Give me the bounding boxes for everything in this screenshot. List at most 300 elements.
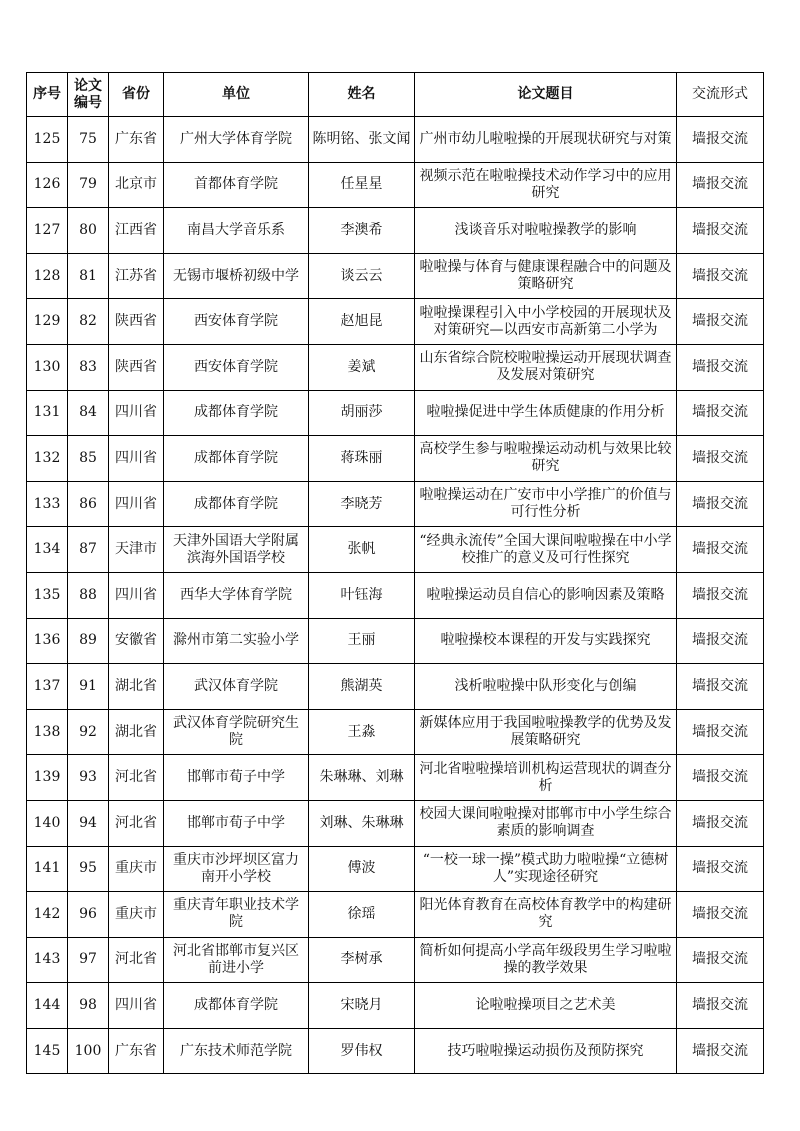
cell-title	[415, 755, 677, 801]
cell-unit-text: 成都体育学院	[194, 449, 278, 466]
cell-seq	[27, 1028, 68, 1074]
cell-name	[309, 983, 415, 1029]
cell-name-text: 朱琳琳、刘琳	[319, 769, 404, 786]
cell-unit	[164, 800, 309, 846]
cell-title-text: 啦啦操运动在广安市中小学推广的价值与可行性分析	[419, 487, 672, 521]
cell-paper-no-text: 94	[79, 814, 97, 831]
cell-form-text: 墙报交流	[692, 1042, 748, 1059]
table-body	[27, 117, 764, 1074]
cell-unit	[164, 527, 309, 573]
cell-seq-text: 145	[33, 1042, 61, 1059]
cell-form-text: 墙报交流	[692, 495, 748, 512]
table-row	[27, 618, 764, 664]
cell-form	[677, 755, 764, 801]
cell-name	[309, 572, 415, 618]
cell-seq-text: 142	[33, 905, 61, 922]
cell-form	[677, 481, 764, 527]
cell-title	[415, 800, 677, 846]
table-row	[27, 436, 764, 482]
cell-seq-text: 126	[33, 176, 61, 193]
cell-form-text: 墙报交流	[692, 221, 748, 238]
cell-name-text: 陈明铭、张文闻	[312, 130, 411, 147]
cell-province-text: 广东省	[115, 1042, 157, 1059]
cell-province	[109, 1028, 164, 1074]
cell-form	[677, 1028, 764, 1074]
cell-title	[415, 117, 677, 163]
cell-unit	[164, 892, 309, 938]
cell-seq	[27, 800, 68, 846]
cell-title-text: 视频示范在啦啦操技术动作学习中的应用研究	[419, 167, 672, 201]
cell-name	[309, 664, 415, 710]
table-row	[27, 344, 764, 390]
cell-province	[109, 709, 164, 755]
cell-name	[309, 709, 415, 755]
cell-name	[309, 527, 415, 573]
header-province: 省份	[109, 73, 164, 117]
cell-form	[677, 664, 764, 710]
cell-seq-text: 129	[33, 313, 61, 330]
table-row	[27, 937, 764, 983]
cell-form	[677, 344, 764, 390]
cell-seq	[27, 481, 68, 527]
cell-name-text: 熊湖英	[340, 677, 383, 694]
cell-unit	[164, 344, 309, 390]
cell-paper-no-text: 82	[79, 313, 97, 330]
cell-title-text: 啦啦操促进中学生体质健康的作用分析	[426, 404, 665, 421]
table-row	[27, 572, 764, 618]
cell-province-text: 四川省	[115, 495, 157, 512]
cell-unit	[164, 937, 309, 983]
cell-unit-text: 邯郸市荀子中学	[187, 814, 285, 831]
cell-title	[415, 253, 677, 299]
cell-unit	[164, 755, 309, 801]
cell-seq-text: 127	[33, 221, 61, 238]
cell-title	[415, 618, 677, 664]
cell-unit-text: 重庆青年职业技术学院	[173, 897, 299, 931]
cell-seq-text: 132	[33, 449, 61, 466]
table-row	[27, 162, 764, 208]
cell-seq	[27, 344, 68, 390]
cell-paper-no-text: 98	[79, 997, 97, 1014]
cell-province-text: 陕西省	[115, 358, 157, 375]
cell-form	[677, 937, 764, 983]
cell-title	[415, 664, 677, 710]
cell-paper-no-text: 84	[79, 404, 97, 421]
table-row	[27, 390, 764, 436]
cell-paper-no	[68, 983, 109, 1029]
table-row	[27, 892, 764, 938]
cell-paper-no-text: 81	[79, 267, 97, 284]
cell-form-text: 墙报交流	[692, 860, 748, 877]
cell-form-text: 墙报交流	[692, 951, 748, 968]
cell-title-text: 啦啦操运动员自信心的影响因素及策略	[426, 586, 665, 603]
cell-unit	[164, 208, 309, 254]
cell-unit	[164, 162, 309, 208]
cell-title-text: 河北省啦啦操培训机构运营现状的调查分析	[419, 760, 672, 794]
cell-title	[415, 1028, 677, 1074]
cell-paper-no	[68, 299, 109, 345]
cell-paper-no	[68, 162, 109, 208]
cell-paper-no	[68, 1028, 109, 1074]
cell-name	[309, 892, 415, 938]
cell-name-text: 刘琳、朱琳琳	[319, 814, 404, 831]
cell-unit	[164, 253, 309, 299]
cell-form	[677, 572, 764, 618]
cell-paper-no	[68, 344, 109, 390]
cell-name	[309, 618, 415, 664]
cell-province	[109, 755, 164, 801]
cell-title-text: 校园大课间啦啦操对邯郸市中小学生综合素质的影响调查	[419, 806, 672, 840]
cell-name-text: 任星星	[340, 176, 383, 193]
cell-paper-no-text: 92	[79, 723, 97, 740]
cell-paper-no-text: 88	[79, 586, 97, 603]
cell-paper-no-text: 79	[79, 176, 97, 193]
cell-unit	[164, 983, 309, 1029]
cell-paper-no	[68, 937, 109, 983]
header-unit: 单位	[164, 73, 309, 117]
header-seq: 序号	[27, 73, 68, 117]
cell-form	[677, 436, 764, 482]
cell-seq-text: 135	[33, 586, 61, 603]
table-row	[27, 664, 764, 710]
paper-exchange-table	[26, 72, 764, 1074]
table-row	[27, 299, 764, 345]
cell-seq-text: 140	[33, 814, 61, 831]
cell-form-text: 墙报交流	[692, 586, 748, 603]
cell-name-text: 李澳希	[340, 221, 383, 238]
cell-form	[677, 117, 764, 163]
cell-paper-no	[68, 846, 109, 892]
cell-unit	[164, 618, 309, 664]
cell-name	[309, 162, 415, 208]
cell-seq-text: 134	[33, 541, 61, 558]
cell-seq	[27, 253, 68, 299]
cell-name	[309, 299, 415, 345]
cell-province	[109, 527, 164, 573]
cell-form	[677, 162, 764, 208]
cell-form-text: 墙报交流	[692, 130, 748, 147]
cell-province-text: 河北省	[115, 814, 157, 831]
cell-paper-no-text: 75	[79, 130, 97, 147]
table-row	[27, 208, 764, 254]
cell-province	[109, 937, 164, 983]
cell-paper-no	[68, 527, 109, 573]
cell-form	[677, 846, 764, 892]
cell-name-text: 蒋珠丽	[340, 449, 383, 466]
cell-seq	[27, 983, 68, 1029]
cell-province	[109, 162, 164, 208]
cell-seq	[27, 299, 68, 345]
cell-form	[677, 709, 764, 755]
cell-seq	[27, 618, 68, 664]
table-row	[27, 983, 764, 1029]
cell-unit-text: 天津外国语大学附属滨海外国语学校	[173, 532, 299, 566]
cell-unit-text: 首都体育学院	[194, 176, 278, 193]
cell-name-text: 张帆	[347, 541, 376, 558]
cell-title-text: “一校一球一操”模式助力啦啦操“立德树人”实现途径研究	[422, 851, 669, 885]
cell-form-text: 墙报交流	[692, 905, 748, 922]
cell-form	[677, 892, 764, 938]
cell-title-text: 广州市幼儿啦啦操的开展现状研究与对策	[419, 130, 672, 147]
cell-province-text: 湖北省	[115, 723, 157, 740]
cell-form-text: 墙报交流	[692, 541, 748, 558]
cell-seq-text: 136	[33, 632, 61, 649]
cell-seq	[27, 390, 68, 436]
cell-unit	[164, 709, 309, 755]
cell-province	[109, 208, 164, 254]
cell-title-text: 简析如何提高小学高年级段男生学习啦啦操的教学效果	[419, 942, 672, 976]
cell-name	[309, 390, 415, 436]
cell-paper-no-text: 80	[79, 221, 97, 238]
cell-title	[415, 344, 677, 390]
cell-name	[309, 344, 415, 390]
cell-name-text: 叶钰海	[340, 586, 383, 603]
cell-title-text: 山东省综合院校啦啦操运动开展现状调查及发展对策研究	[419, 350, 672, 384]
cell-title	[415, 709, 677, 755]
cell-form-text: 墙报交流	[692, 814, 748, 831]
header-name: 姓名	[309, 73, 415, 117]
cell-title	[415, 572, 677, 618]
cell-province-text: 河北省	[115, 951, 157, 968]
cell-title-text: 啦啦操课程引入中小学校园的开展现状及对策研究—以西安市高新第二小学为	[419, 304, 672, 338]
cell-seq	[27, 709, 68, 755]
cell-seq	[27, 892, 68, 938]
table-row	[27, 800, 764, 846]
cell-name	[309, 117, 415, 163]
cell-name-text: 姜斌	[347, 358, 376, 375]
cell-title-text: 啦啦操与体育与健康课程融合中的问题及策略研究	[419, 259, 672, 293]
cell-form-text: 墙报交流	[692, 449, 748, 466]
cell-paper-no-text: 95	[79, 860, 97, 877]
cell-paper-no-text: 83	[79, 358, 97, 375]
cell-paper-no	[68, 572, 109, 618]
table-row	[27, 527, 764, 573]
table-row	[27, 117, 764, 163]
cell-province-text: 重庆市	[115, 905, 157, 922]
cell-title	[415, 892, 677, 938]
cell-province-text: 陕西省	[115, 313, 157, 330]
cell-name-text: 王淼	[347, 723, 376, 740]
cell-paper-no	[68, 664, 109, 710]
cell-seq	[27, 436, 68, 482]
cell-unit	[164, 299, 309, 345]
cell-form-text: 墙报交流	[692, 723, 748, 740]
cell-unit-text: 成都体育学院	[194, 997, 278, 1014]
table-row	[27, 1028, 764, 1074]
cell-unit-text: 无锡市堰桥初级中学	[173, 267, 299, 284]
cell-province	[109, 892, 164, 938]
cell-paper-no-text: 87	[79, 541, 97, 558]
table-row	[27, 709, 764, 755]
cell-province-text: 重庆市	[115, 860, 157, 877]
cell-province-text: 四川省	[115, 449, 157, 466]
cell-name-text: 李晓芳	[340, 495, 383, 512]
cell-seq-text: 128	[33, 267, 61, 284]
cell-province	[109, 983, 164, 1029]
cell-seq	[27, 664, 68, 710]
cell-unit-text: 西安体育学院	[194, 358, 278, 375]
cell-seq-text: 141	[33, 860, 61, 877]
cell-paper-no	[68, 755, 109, 801]
cell-unit	[164, 390, 309, 436]
cell-seq	[27, 846, 68, 892]
cell-province	[109, 390, 164, 436]
cell-title	[415, 436, 677, 482]
cell-paper-no	[68, 709, 109, 755]
cell-form-text: 墙报交流	[692, 769, 748, 786]
cell-province-text: 河北省	[115, 769, 157, 786]
cell-province-text: 江西省	[115, 221, 157, 238]
cell-seq-text: 138	[33, 723, 61, 740]
cell-province	[109, 800, 164, 846]
header-title: 论文题目	[415, 73, 677, 117]
cell-unit-text: 重庆市沙坪坝区富力南开小学校	[173, 851, 299, 885]
cell-name-text: 王丽	[347, 632, 376, 649]
cell-unit	[164, 1028, 309, 1074]
cell-form	[677, 299, 764, 345]
cell-name	[309, 253, 415, 299]
cell-unit	[164, 572, 309, 618]
cell-paper-no-text: 89	[79, 632, 97, 649]
cell-unit-text: 南昌大学音乐系	[187, 221, 285, 238]
cell-title-text: “经典永流传”全国大课间啦啦操在中小学校推广的意义及可行性探究	[419, 532, 672, 566]
cell-form-text: 墙报交流	[692, 176, 748, 193]
cell-paper-no-text: 91	[79, 677, 97, 694]
cell-name-text: 胡丽莎	[340, 404, 383, 421]
cell-name-text: 宋晓月	[340, 997, 383, 1014]
cell-province	[109, 846, 164, 892]
cell-title	[415, 846, 677, 892]
cell-seq	[27, 117, 68, 163]
cell-province	[109, 344, 164, 390]
cell-seq-text: 125	[33, 130, 61, 147]
cell-unit-text: 西安体育学院	[194, 313, 278, 330]
cell-title	[415, 208, 677, 254]
cell-seq	[27, 527, 68, 573]
cell-province	[109, 618, 164, 664]
cell-unit-text: 成都体育学院	[194, 495, 278, 512]
cell-name	[309, 436, 415, 482]
cell-paper-no	[68, 892, 109, 938]
cell-name-text: 谈云云	[340, 267, 383, 284]
header-form: 交流形式	[677, 73, 764, 117]
cell-name	[309, 846, 415, 892]
cell-unit	[164, 117, 309, 163]
cell-province-text: 广东省	[115, 130, 157, 147]
cell-title-text: 技巧啦啦操运动损伤及预防探究	[447, 1042, 644, 1059]
cell-form-text: 墙报交流	[692, 632, 748, 649]
cell-seq	[27, 208, 68, 254]
cell-name-text: 李树承	[340, 951, 383, 968]
cell-form-text: 墙报交流	[692, 358, 748, 375]
cell-province-text: 安徽省	[115, 632, 157, 649]
cell-seq-text: 131	[33, 404, 61, 421]
cell-form	[677, 618, 764, 664]
cell-form	[677, 800, 764, 846]
table-row	[27, 481, 764, 527]
cell-province-text: 四川省	[115, 404, 157, 421]
cell-province-text: 四川省	[115, 997, 157, 1014]
cell-name	[309, 937, 415, 983]
cell-form	[677, 390, 764, 436]
cell-unit	[164, 664, 309, 710]
cell-province	[109, 572, 164, 618]
cell-unit-text: 邯郸市荀子中学	[187, 769, 285, 786]
cell-unit-text: 武汉体育学院研究生院	[173, 715, 299, 749]
cell-seq	[27, 162, 68, 208]
cell-title-text: 啦啦操校本课程的开发与实践探究	[440, 632, 651, 649]
cell-paper-no	[68, 618, 109, 664]
cell-form-text: 墙报交流	[692, 267, 748, 284]
cell-form	[677, 527, 764, 573]
cell-province-text: 天津市	[115, 541, 157, 558]
cell-paper-no-text: 96	[79, 905, 97, 922]
cell-paper-no-text: 93	[79, 769, 97, 786]
cell-unit-text: 西华大学体育学院	[180, 586, 292, 603]
table-row	[27, 755, 764, 801]
cell-province	[109, 117, 164, 163]
cell-title	[415, 299, 677, 345]
cell-seq-text: 130	[33, 358, 61, 375]
cell-title	[415, 162, 677, 208]
cell-name	[309, 755, 415, 801]
cell-title-text: 新媒体应用于我国啦啦操教学的优势及发展策略研究	[419, 715, 672, 749]
cell-province	[109, 481, 164, 527]
cell-unit	[164, 436, 309, 482]
cell-paper-no-text: 86	[79, 495, 97, 512]
cell-province	[109, 436, 164, 482]
cell-unit-text: 广州大学体育学院	[180, 130, 292, 147]
cell-seq-text: 137	[33, 677, 61, 694]
cell-paper-no-text: 97	[79, 951, 97, 968]
cell-title	[415, 390, 677, 436]
cell-form	[677, 208, 764, 254]
cell-title	[415, 481, 677, 527]
cell-paper-no	[68, 481, 109, 527]
cell-title-text: 浅析啦啦操中队形变化与创编	[454, 677, 637, 694]
cell-paper-no	[68, 800, 109, 846]
cell-paper-no-text: 100	[74, 1042, 102, 1059]
cell-province	[109, 299, 164, 345]
cell-name	[309, 1028, 415, 1074]
cell-province	[109, 253, 164, 299]
cell-form	[677, 983, 764, 1029]
cell-name	[309, 481, 415, 527]
cell-title-text: 论啦啦操项目之艺术美	[475, 997, 616, 1014]
cell-province-text: 湖北省	[115, 677, 157, 694]
cell-paper-no-text: 85	[79, 449, 97, 466]
cell-province-text: 江苏省	[115, 267, 157, 284]
cell-title-text: 高校学生参与啦啦操运动动机与效果比较研究	[419, 441, 672, 475]
cell-paper-no	[68, 208, 109, 254]
cell-unit	[164, 846, 309, 892]
cell-paper-no	[68, 436, 109, 482]
cell-name-text: 徐瑶	[347, 905, 376, 922]
header-paper-no: 论文编号	[68, 73, 109, 117]
cell-title	[415, 937, 677, 983]
cell-seq-text: 139	[33, 769, 61, 786]
cell-paper-no	[68, 390, 109, 436]
cell-seq-text: 133	[33, 495, 61, 512]
cell-unit-text: 成都体育学院	[194, 404, 278, 421]
cell-name	[309, 800, 415, 846]
cell-seq	[27, 937, 68, 983]
cell-province-text: 四川省	[115, 586, 157, 603]
cell-unit-text: 滁州市第二实验小学	[173, 632, 299, 649]
cell-form-text: 墙报交流	[692, 404, 748, 421]
cell-name-text: 傅波	[347, 860, 376, 877]
cell-seq-text: 143	[33, 951, 61, 968]
